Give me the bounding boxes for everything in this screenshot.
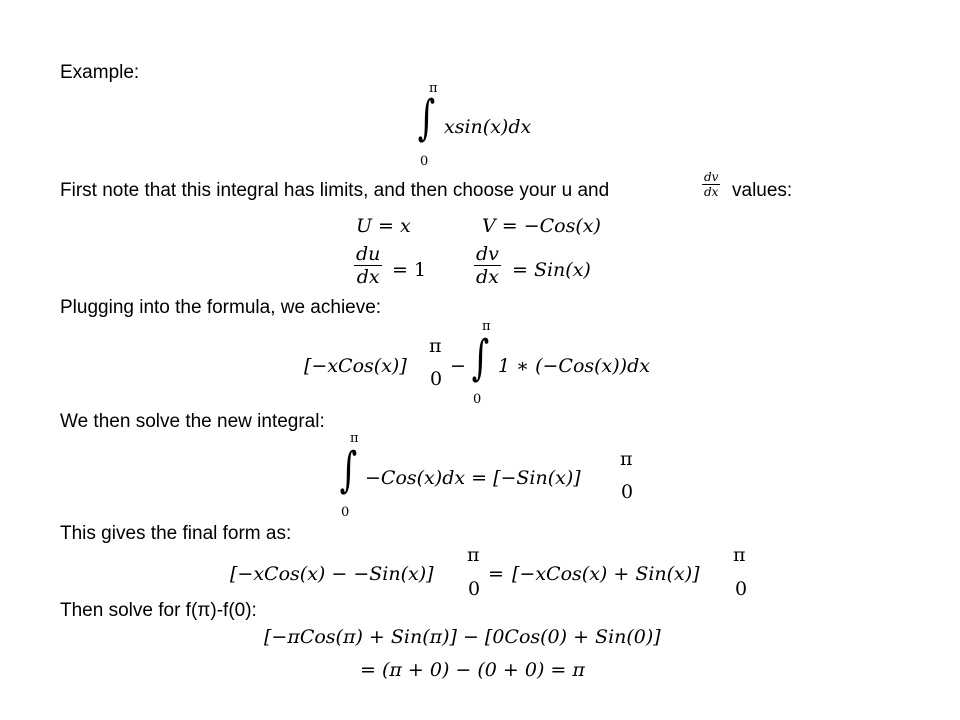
example-integrand: xsin(x)dx: [444, 116, 532, 138]
new-upper-limit: π: [350, 431, 359, 446]
plugging-text: Plugging into the formula, we achieve:: [60, 297, 382, 318]
final-left-bracket: [−xCos(x) − −Sin(x)]: [230, 563, 434, 585]
final-form-text: This gives the final form as:: [60, 523, 292, 544]
formula-minus: −: [450, 355, 466, 377]
dv-dx-fraction: [702, 170, 720, 199]
new-bracket-upper: π: [620, 448, 633, 470]
du-dx-value: = 1: [392, 259, 427, 281]
final-right-upper: π: [733, 544, 746, 566]
final-right-bracket: [−xCos(x) + Sin(x)]: [512, 563, 700, 585]
final-left-upper: π: [467, 544, 480, 566]
integral-sign: ∫: [339, 442, 358, 498]
dv-dx-value: = Sin(x): [512, 259, 591, 281]
new-lower-limit: 0: [341, 505, 350, 520]
upper-limit: π: [429, 81, 438, 96]
fraction-numerator: du: [356, 243, 381, 265]
v-definition: V = −Cos(x): [482, 215, 601, 237]
formula-bracket: [−xCos(x)]: [304, 355, 407, 377]
new-bracket-lower: 0: [621, 481, 634, 503]
fraction-denominator: dx: [356, 266, 380, 288]
integral-sign: ∫: [471, 330, 490, 386]
solve-text: We then solve the new integral:: [60, 411, 325, 432]
formula-lower-limit: 0: [473, 392, 482, 407]
first-note-text: First note that this integral has limits, and then choose your u and: [60, 180, 610, 201]
fraction-numerator: dv: [704, 170, 719, 184]
new-integral-expression: −Cos(x)dx = [−Sin(x)]: [365, 467, 581, 489]
fraction-denominator: dx: [476, 266, 499, 288]
lower-limit: 0: [420, 154, 429, 169]
example-heading: Example:: [60, 62, 140, 83]
integral-sign: ∫: [417, 90, 436, 146]
du-dx-fraction: [354, 243, 382, 288]
final-equals: =: [488, 563, 504, 585]
dv-dx-fraction-2: [474, 243, 501, 288]
bracket-upper-limit: π: [429, 335, 442, 357]
values-text: values:: [732, 180, 793, 201]
fraction-denominator: dx: [704, 185, 719, 199]
evaluation-line-1: [−πCos(π) + Sin(π)] − [0Cos(0) + Sin(0)]: [264, 626, 661, 648]
final-left-lower: 0: [468, 578, 481, 600]
final-right-lower: 0: [735, 578, 748, 600]
then-solve-text: Then solve for f(π)-f(0):: [60, 600, 257, 621]
fraction-numerator: dv: [476, 243, 499, 265]
formula-integrand: 1 ∗ (−Cos(x))dx: [498, 355, 650, 377]
u-definition: U = x: [356, 215, 411, 237]
evaluation-line-2: = (π + 0) − (0 + 0) = π: [360, 659, 585, 681]
formula-upper-limit: π: [482, 319, 491, 334]
bracket-lower-limit: 0: [430, 368, 443, 390]
